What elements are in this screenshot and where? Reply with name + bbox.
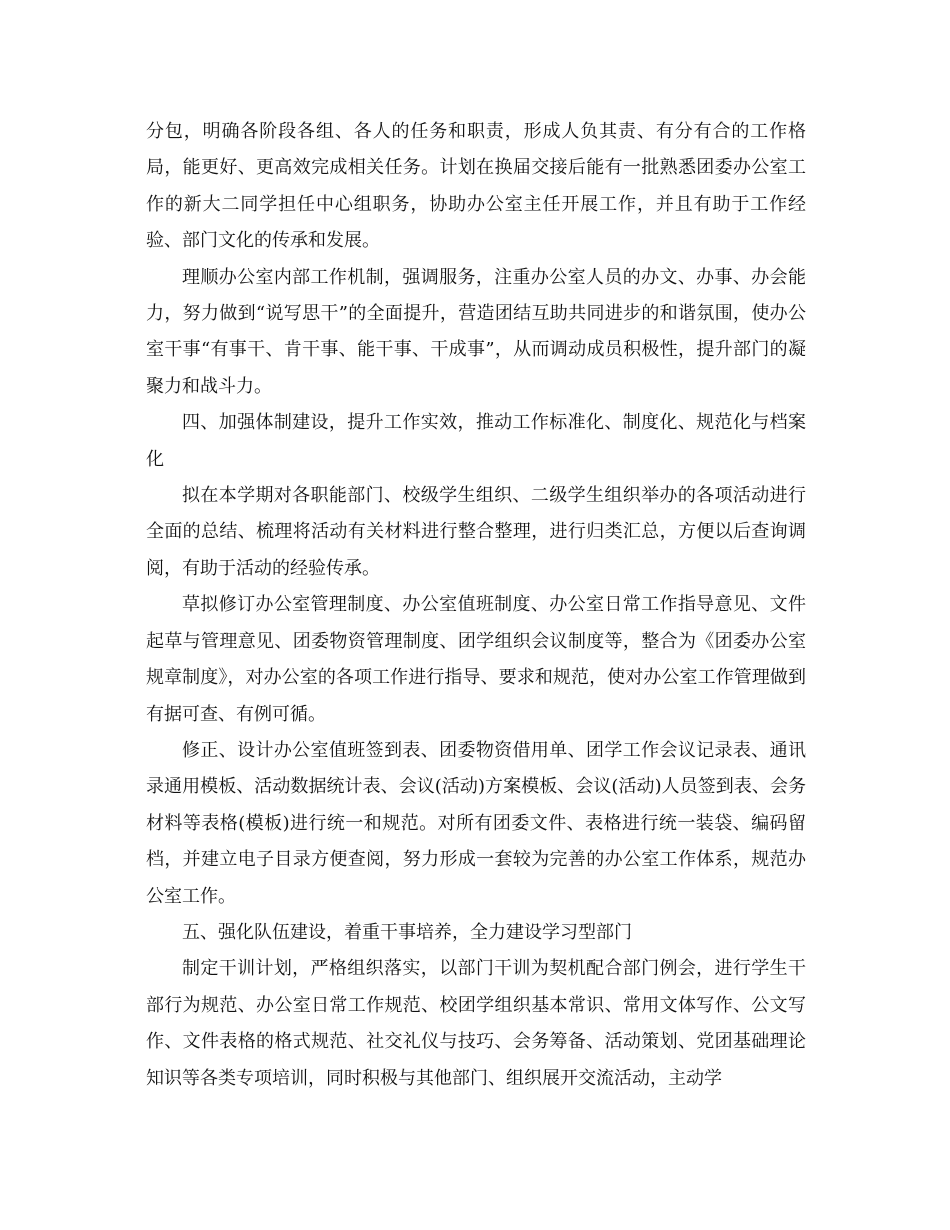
document-body xyxy=(146,114,806,1097)
paragraph-continuation: 分包，明确各阶段各组、各人的任务和职责，形成人负其责、有分有合的工作格局，能更好、更高效完成相关任务。计划在换届交接后能有一批熟悉团委办公室工作的新大二同学担任中心组职务，协助办公室主任开展工作，并且有助于工作经验、部门文化的传承和发展。 xyxy=(146,121,806,252)
paragraph-work-mechanism: 理顺办公室内部工作机制，强调服务，注重办公室人员的办文、办事、办会能力，努力做到“说写思干”的全面提升，营造团结互助共同进步的和谐氛围，使办公室干事“有事干、肯干事、能干事、干成事”，从而调动成员积极性，提升部门的凝聚力和战斗力。 xyxy=(146,266,806,397)
paragraph-training-plan: 制定干训计划，严格组织落实，以部门干训为契机配合部门例会，进行学生干部行为规范、办公室日常工作规范、校团学组织基本常识、常用文体写作、公文写作、文件表格的格式规范、社交礼仪与技巧、会务筹备、活动策划、党团基础理论知识等各类专项培训，同时积极与其他部门、组织展开交流活动，主动学 xyxy=(146,958,806,1089)
paragraph-regulations: 草拟修订办公室管理制度、办公室值班制度、办公室日常工作指导意见、文件起草与管理意见、团委物资管理制度、团学组织会议制度等，整合为《团委办公室规章制度》，对办公室的各项工作进行指导、要求和规范，使对办公室工作管理做到有据可查、有例可循。 xyxy=(146,594,806,725)
section-heading-4: 四、加强体制建设，提升工作实效，推动工作标准化、制度化、规范化与档案化 xyxy=(146,412,806,470)
paragraph-activity-summary: 拟在本学期对各职能部门、校级学生组织、二级学生组织举办的各项活动进行全面的总结、梳理将活动有关材料进行整合整理，进行归类汇总，方便以后查询调阅，有助于活动的经验传承。 xyxy=(146,485,806,579)
paragraph-forms-templates: 修正、设计办公室值班签到表、团委物资借用单、团学工作会议记录表、通讯录通用模板、活动数据统计表、会议(活动)方案模板、会议(活动)人员签到表、会务材料等表格(模板)进行统一和规范。对所有团委文件、表格进行统一装袋、编码留档，并建立电子目录方便查阅，努力形成一套较为完善的办公室工作体系，规范办公室工作。 xyxy=(146,739,806,907)
section-heading-5: 五、强化队伍建设，着重干事培养，全力建设学习型部门 xyxy=(182,921,632,943)
